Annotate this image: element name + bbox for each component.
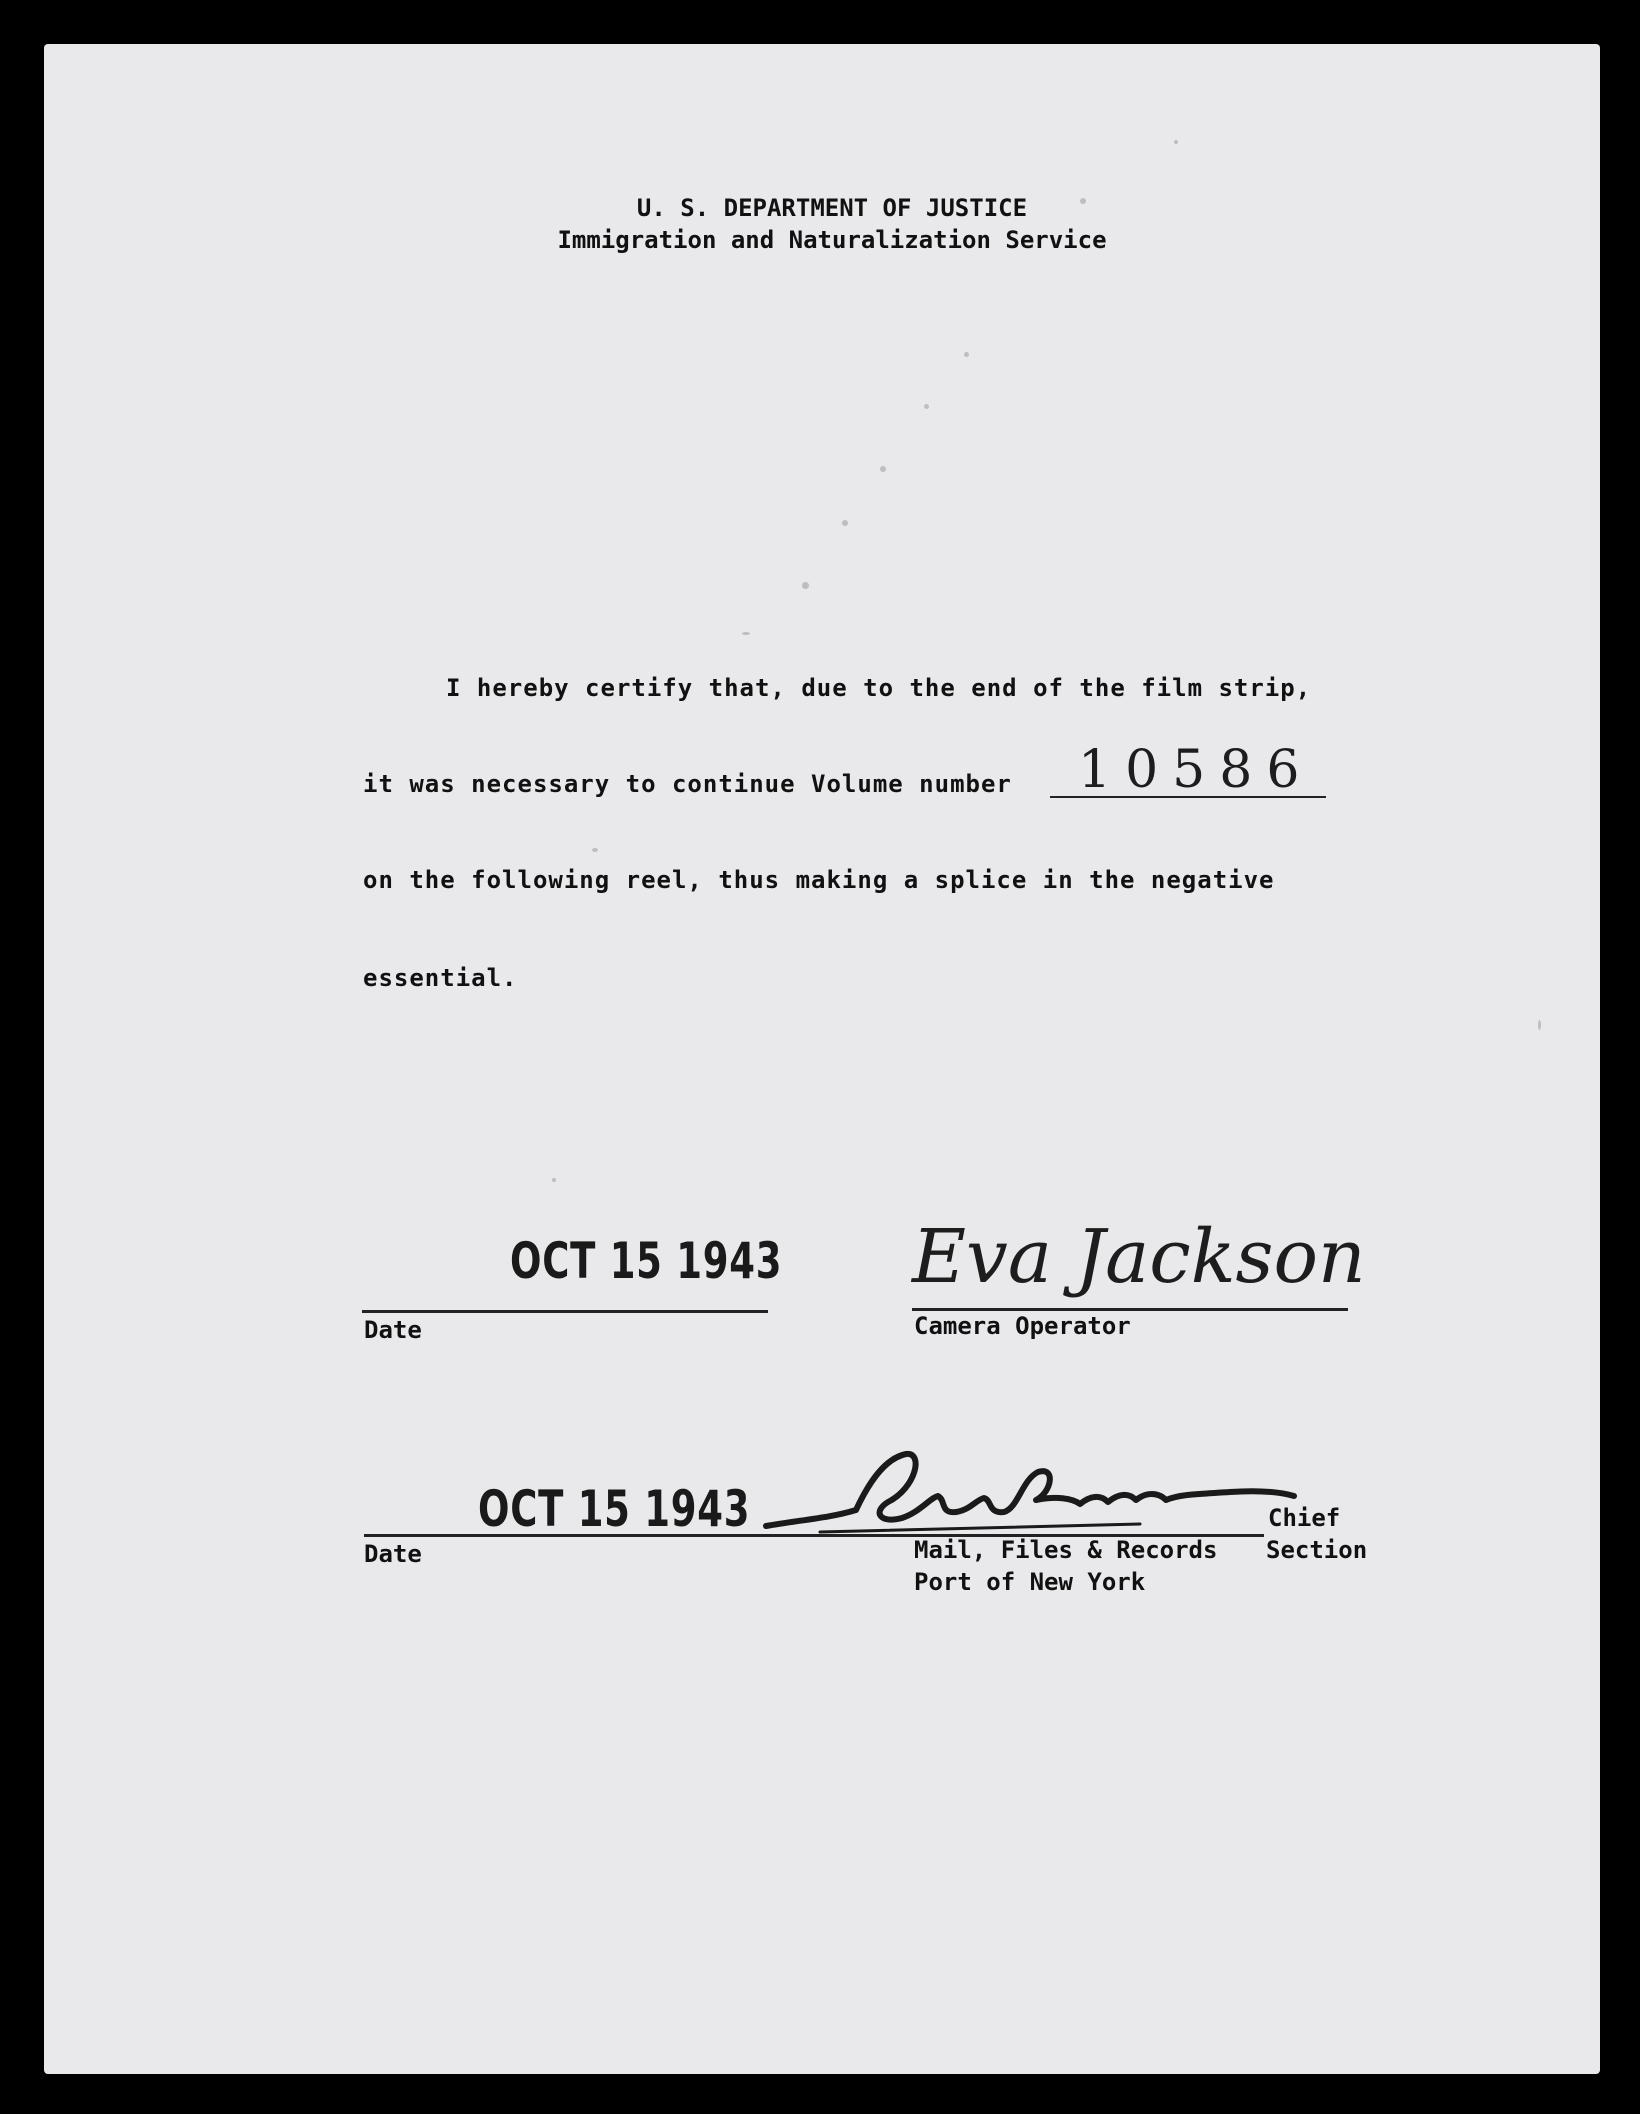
film-speck [1174, 140, 1178, 144]
film-speck [592, 848, 598, 852]
certification-line-3: on the following reel, thus making a splice in the negative [363, 866, 1275, 894]
department-heading: U. S. DEPARTMENT OF JUSTICE [636, 194, 1028, 222]
film-speck [802, 582, 809, 589]
service-heading: Immigration and Naturalization Service [557, 226, 1107, 254]
port-of-new-york-label: Port of New York [914, 1568, 1146, 1596]
mail-files-records-label: Mail, Files & Records [914, 1536, 1218, 1564]
certification-line-1: I hereby certify that, due to the end of the film strip, [446, 674, 1312, 702]
chief-title: Chief [1268, 1504, 1341, 1532]
film-speck [842, 520, 848, 526]
film-speck [964, 352, 969, 357]
film-speck [742, 632, 750, 635]
certification-line-2: it was necessary to continue Volume number [363, 770, 1012, 798]
volume-number: 10586 [1078, 740, 1314, 800]
operator-signature: Eva Jackson [912, 1214, 1366, 1300]
operator-signature-line [912, 1308, 1348, 1311]
section-label: Section [1266, 1536, 1368, 1564]
film-speck [924, 404, 929, 409]
film-speck [552, 1178, 556, 1182]
chief-signature [760, 1440, 1300, 1550]
document-page [44, 44, 1600, 2074]
operator-date-line [362, 1310, 768, 1313]
operator-date-label: Date [364, 1316, 422, 1344]
film-speck [1538, 1020, 1541, 1030]
operator-date-stamp: OCT 15 1943 [510, 1232, 783, 1290]
certification-line-4: essential. [363, 964, 518, 992]
chief-date-stamp: OCT 15 1943 [478, 1480, 751, 1538]
film-speck [880, 466, 886, 472]
chief-date-label: Date [364, 1540, 422, 1568]
camera-operator-label: Camera Operator [914, 1312, 1131, 1340]
